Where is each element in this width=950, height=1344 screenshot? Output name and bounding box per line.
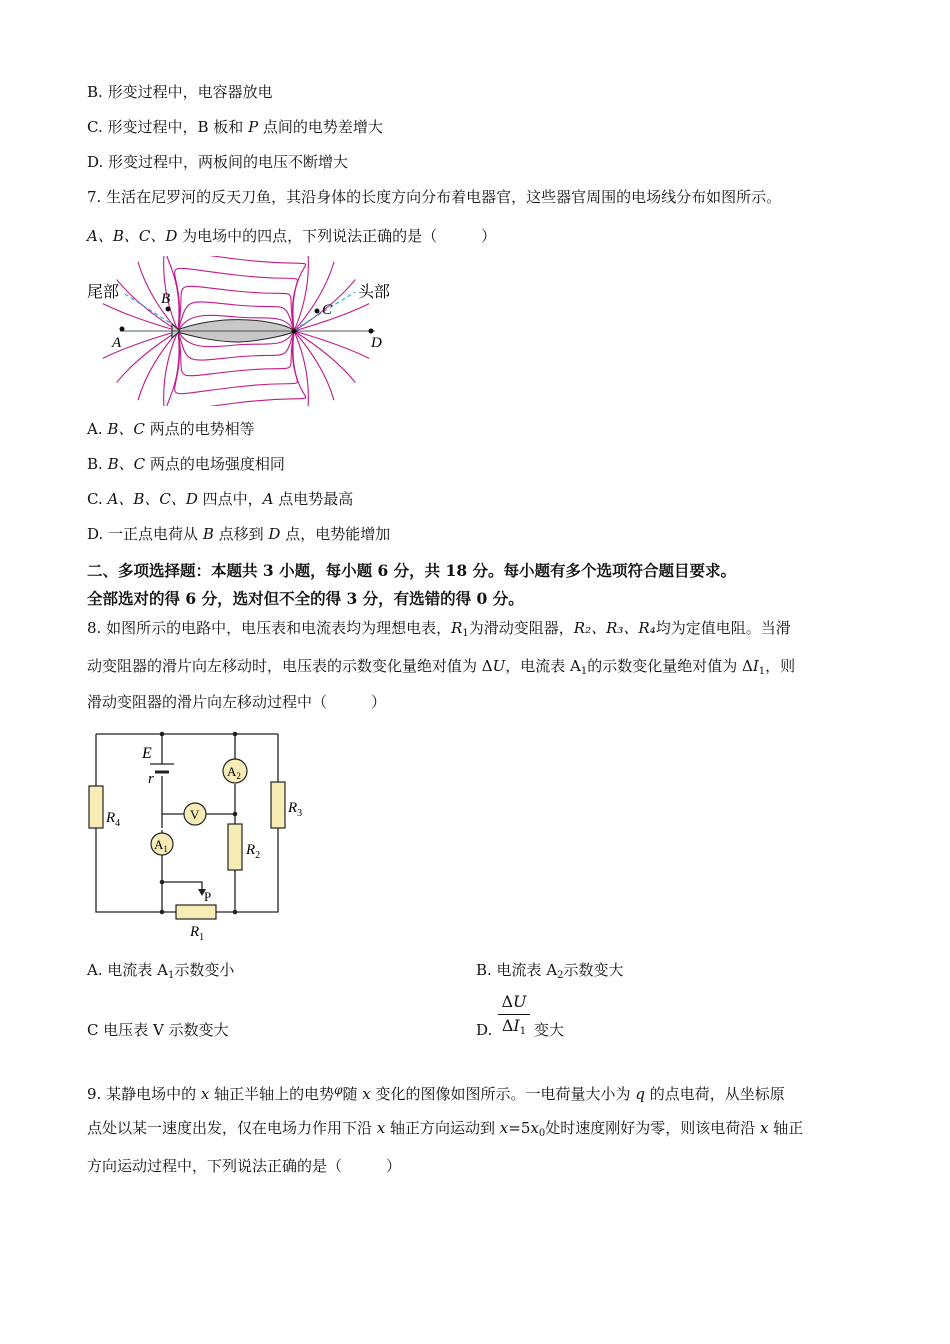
q7-option-b xyxy=(87,454,285,474)
resistor-r1 xyxy=(176,905,216,919)
stem-vars: R₂、R₃、R₄ xyxy=(573,619,656,637)
stem-text: 的示数变化量绝对值为 Δ xyxy=(587,657,753,675)
q7-option-c xyxy=(87,489,353,509)
stem-sub: 0 xyxy=(538,1128,546,1139)
option-label: C. xyxy=(87,118,103,136)
stem-text: 轴正方向运动到 xyxy=(385,1119,500,1137)
q9-stem-line3 xyxy=(87,1156,401,1176)
option-var: P xyxy=(248,118,259,136)
stem-text: 为滑动变阻器， xyxy=(468,619,574,637)
a2-label: $A_2$ xyxy=(227,764,241,781)
q8-stem-line3 xyxy=(87,692,386,712)
resistor-r4 xyxy=(89,786,103,828)
stem-var: x xyxy=(376,1119,386,1137)
option-text: 四点中， xyxy=(197,490,263,508)
stem-text: 的点电荷，从坐标原 xyxy=(644,1085,785,1103)
option-vars: B、C xyxy=(107,420,145,438)
stem-var: q xyxy=(635,1085,645,1103)
option-text: 一正点电荷从 xyxy=(108,525,203,543)
r2-label: $R_2$ xyxy=(246,842,261,861)
stem-text: 随 xyxy=(342,1085,363,1103)
option-label: B. xyxy=(87,83,103,101)
q6-option-b xyxy=(87,82,273,102)
junction-dot xyxy=(233,910,238,915)
option-label: D. xyxy=(87,153,104,171)
point-a-label: A xyxy=(112,335,122,351)
option-label: C. xyxy=(87,490,103,508)
q9-stem-line1 xyxy=(87,1080,785,1104)
q7-option-a xyxy=(87,419,255,439)
junction-dot xyxy=(160,910,165,915)
stem-var: x xyxy=(760,1119,769,1137)
stem-text: 为电场中的四点，下列说法正确的是（ xyxy=(177,227,438,245)
stem-text: 9. 某静电场中的 xyxy=(87,1085,201,1103)
circuit-wires xyxy=(96,734,278,912)
fraction-denominator: $\Delta I_1$ xyxy=(501,1016,527,1037)
point-a-dot xyxy=(120,327,125,332)
option-text: 示数变小 xyxy=(174,961,235,979)
stem-var: R xyxy=(451,619,463,637)
option-text: 示数变大 xyxy=(563,961,624,979)
option-sub: 2 xyxy=(557,970,564,981)
option-text: 点，电势能增加 xyxy=(280,525,391,543)
emf-label: E xyxy=(142,745,152,762)
phi-symbol: φ xyxy=(334,1083,343,1097)
option-sub: 1 xyxy=(167,970,175,981)
internal-r-label: r xyxy=(148,771,154,787)
option-text: 形变过程中，两板间的电压不断增大 xyxy=(108,153,349,171)
q7-stem-line1: 7. 生活在尼罗河的反天刀鱼，其沿身体的长度方向分布着电器官，这些器官周围的电场线分布如图所示。 xyxy=(87,188,782,206)
stem-paren-close: ） xyxy=(481,227,497,245)
option-text: 两点的电场强度相同 xyxy=(145,455,285,473)
stem-text: 方向运动过程中，下列说法正确的是（ xyxy=(87,1157,343,1175)
a1-label: $A_1$ xyxy=(154,837,168,854)
option-text: 形变过程中，B 板和 xyxy=(107,118,249,136)
option-vars: A、B、C、D xyxy=(107,490,198,508)
point-c-dot xyxy=(315,309,320,314)
junction-dot xyxy=(233,732,238,737)
q8-stem-line1 xyxy=(87,618,791,638)
stem-text: 动变阻器的滑片向左移动时，电压表的示数变化量绝对值为 Δ xyxy=(87,657,493,675)
head-pole-dot xyxy=(292,329,297,334)
stem-sub: 1 xyxy=(462,628,469,639)
q8-option-d-label: D. xyxy=(476,1021,493,1039)
option-text: 电压表 V 示数变大 xyxy=(98,1021,229,1039)
option-label: A. 电流表 A xyxy=(87,961,168,979)
field-line xyxy=(294,256,308,331)
section2-header-line1: 二、多项选择题：本题共 3 小题，每小题 6 分，共 18 分。每小题有多个选项符合题目要求。 xyxy=(87,561,737,580)
stem-var: x xyxy=(200,1085,210,1103)
option-label: C xyxy=(87,1021,99,1039)
circuit-diagram xyxy=(80,724,320,944)
point-d-label: D xyxy=(371,335,382,351)
option-text: 点电势最高 xyxy=(273,490,354,508)
option-text: 点间的电势差增大 xyxy=(258,118,383,136)
stem-paren-close: ） xyxy=(386,1157,402,1175)
q8-option-a xyxy=(87,960,234,980)
fish-field-figure xyxy=(80,256,410,406)
q7-option-d xyxy=(87,524,390,544)
resistor-r3 xyxy=(271,782,285,828)
stem-var: x xyxy=(499,1119,509,1137)
section2-header-line2: 全部选对的得 6 分，选对但不全的得 3 分，有选错的得 0 分。 xyxy=(87,589,524,608)
r4-label: $R_4$ xyxy=(106,810,121,829)
stem-sub: 1 xyxy=(580,666,588,677)
field-line xyxy=(294,331,308,406)
q8-option-d-fraction xyxy=(498,992,530,1037)
stem-text: 点处以某一速度出发，仅在电场力作用下沿 xyxy=(87,1119,377,1137)
point-d-dot xyxy=(369,329,374,334)
stem-sub: 1 xyxy=(758,666,766,677)
option-var: A xyxy=(262,490,274,508)
stem-text: 8. 如图所示的电路中，电压表和电流表均为理想电表， xyxy=(87,619,452,637)
option-vars: B、C xyxy=(107,455,146,473)
point-c-label: C xyxy=(322,302,333,318)
option-var: D xyxy=(268,525,281,543)
junction-dot xyxy=(160,732,165,737)
v-label: V xyxy=(190,807,200,822)
option-label: D. xyxy=(87,525,104,543)
stem-text: 处时速度刚好为零，则该电荷沿 xyxy=(545,1119,761,1137)
option-text: 形变过程中，电容器放电 xyxy=(107,83,273,101)
stem-paren-close: ） xyxy=(371,693,387,711)
junction-dot xyxy=(160,880,165,885)
r1-label: $R_1$ xyxy=(190,924,205,943)
q6-option-c xyxy=(87,117,383,137)
option-label: B. 电流表 A xyxy=(476,961,558,979)
option-text: 两点的电势相等 xyxy=(144,420,255,438)
stem-var: x xyxy=(362,1085,371,1103)
stem-text: ，电流表 A xyxy=(505,657,581,675)
q8-option-c xyxy=(87,1020,229,1040)
resistor-r2 xyxy=(228,824,242,870)
stem-var: x xyxy=(530,1119,539,1137)
point-b-dot xyxy=(166,307,171,312)
stem-text: ，则 xyxy=(765,657,796,675)
fraction-numerator: ΔU xyxy=(498,992,530,1015)
stem-text: 滑动变阻器的滑片向左移动过程中（ xyxy=(87,693,328,711)
option-text: 点移到 xyxy=(213,525,269,543)
option-label: A. xyxy=(87,420,103,438)
stem-vars: A、B、C、D xyxy=(87,227,178,245)
q9-stem-line2 xyxy=(87,1118,803,1138)
stem-text: 轴正 xyxy=(768,1119,804,1137)
stem-var: I xyxy=(752,657,759,675)
option-var: B xyxy=(202,525,214,543)
tail-label: 尾部 xyxy=(87,284,120,301)
head-label: 头部 xyxy=(358,284,391,301)
stem-text: 变化的图像如图所示。一电荷量大小为 xyxy=(370,1085,636,1103)
r3-label: $R_3$ xyxy=(288,800,303,819)
q6-option-d xyxy=(87,152,348,172)
q7-stem-line2 xyxy=(87,226,496,246)
q8-option-b xyxy=(476,960,624,980)
stem-text: 轴正半轴上的电势 xyxy=(209,1085,335,1103)
point-b-label: B xyxy=(161,291,171,307)
stem-text: 均为定值电阻。当滑 xyxy=(655,619,791,637)
slider-label: P xyxy=(204,889,212,904)
stem-text: =5 xyxy=(508,1119,531,1137)
q8-stem-line2 xyxy=(87,656,795,676)
q8-option-d-text: 变大 xyxy=(534,1021,565,1039)
stem-var: U xyxy=(492,657,506,675)
option-label: B. xyxy=(87,455,103,473)
junction-dot xyxy=(233,812,238,817)
